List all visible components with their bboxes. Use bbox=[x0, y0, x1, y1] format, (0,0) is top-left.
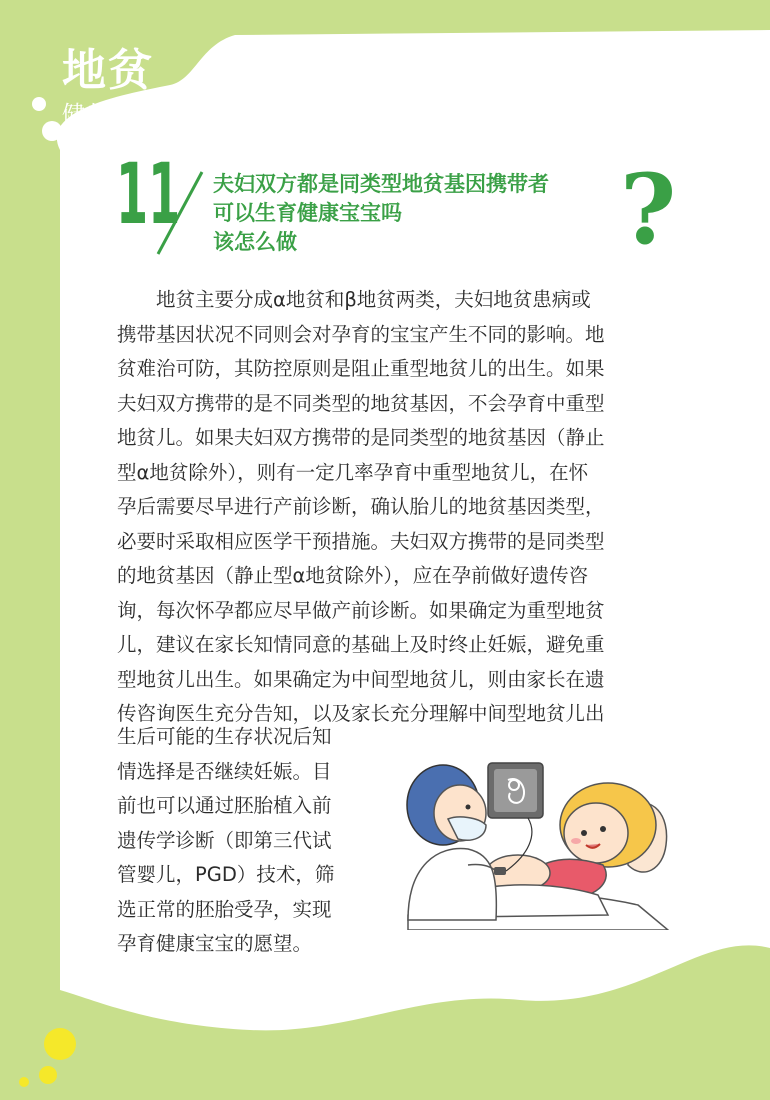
deco-dot-yellow bbox=[19, 1077, 29, 1087]
question-slash bbox=[150, 168, 210, 258]
side-line: 前也可以通过胚胎植入前 bbox=[117, 794, 332, 817]
side-line: 情选择是否继续妊娠。目 bbox=[117, 759, 332, 783]
deco-dot bbox=[42, 121, 62, 141]
brand-subtitle: 健教知识 bbox=[62, 102, 162, 128]
side-line: 生后可能的生存状况后知 bbox=[117, 725, 332, 748]
body-line: 地贫儿。如果夫妇双方携带的是同类型的地贫基因（静止 bbox=[117, 426, 605, 449]
deco-dot-yellow bbox=[39, 1066, 57, 1084]
body-line: 夫妇双方携带的是不同类型的地贫基因，不会孕育中重型 bbox=[117, 391, 605, 415]
question-title-line: 夫妇双方都是同类型地贫基因携带者 bbox=[213, 172, 549, 196]
body-line: 询，每次怀孕都应尽早做产前诊断。如果确定为重型地贫 bbox=[117, 598, 605, 622]
side-line: 遗传学诊断（即第三代试 bbox=[117, 828, 332, 852]
body-line: 型α地贫除外），则有一定几率孕育中重型地贫儿，在怀 bbox=[117, 460, 589, 484]
ultrasound-illustration bbox=[398, 745, 673, 930]
side-line: 选正常的胚胎受孕，实现 bbox=[117, 897, 332, 921]
question-title bbox=[213, 170, 623, 257]
question-title-line: 可以生育健康宝宝吗 bbox=[213, 201, 402, 225]
side-paragraph bbox=[117, 720, 362, 962]
question-number: 11 bbox=[116, 145, 181, 243]
body-line: 必要时采取相应医学干预措施。夫妇双方携带的是同类型 bbox=[117, 529, 605, 553]
body-line: 的地贫基因（静止型α地贫除外），应在孕前做好遗传咨 bbox=[117, 564, 589, 587]
body-line: 地贫主要分成α地贫和β地贫两类，夫妇地贫患病或 bbox=[156, 288, 591, 311]
body-line: 儿，建议在家长知情同意的基础上及时终止妊娠，避免重 bbox=[117, 633, 605, 656]
deco-dot-yellow bbox=[44, 1028, 76, 1060]
body-line: 传咨询医生充分告知，以及家长充分理解中间型地贫儿出 bbox=[117, 702, 605, 725]
body-line: 型地贫儿出生。如果确定为中间型地贫儿，则由家长在遗 bbox=[117, 667, 605, 691]
question-mark: ? bbox=[620, 153, 677, 266]
brand-title: 地贫 bbox=[62, 45, 154, 96]
side-line: 孕育健康宝宝的愿望。 bbox=[117, 932, 313, 955]
question-title-line: 该怎么做 bbox=[213, 230, 297, 254]
body-paragraph bbox=[117, 283, 663, 732]
deco-dot bbox=[32, 97, 46, 111]
body-line: 携带基因状况不同则会对孕育的宝宝产生不同的影响。地 bbox=[117, 322, 605, 346]
body-line: 贫难治可防，其防控原则是阻止重型地贫儿的出生。如果 bbox=[117, 357, 605, 380]
body-line: 孕后需要尽早进行产前诊断，确认胎儿的地贫基因类型， bbox=[117, 495, 605, 518]
side-line: 管婴儿，PGD）技术，筛 bbox=[117, 863, 335, 886]
